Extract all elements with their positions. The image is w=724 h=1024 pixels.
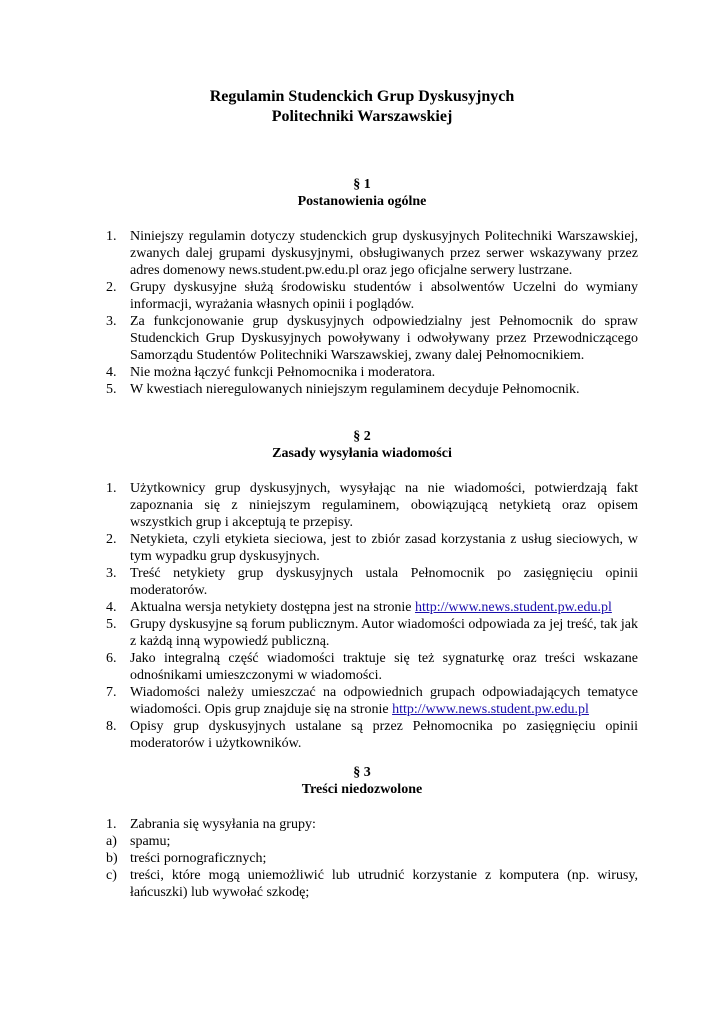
section-3-heading: Treści niedozwolone bbox=[301, 782, 423, 797]
list-item: 2. Netykieta, czyli etykieta sieciowa, jest to zbiór zasad korzystania z usług sieciowych, w tym wypadku grup dyskusyjnych. bbox=[106, 532, 638, 564]
list-item: 5. W kwestiach nieregulowanych niniejszym regulaminem decyduje Pełnomocnik. bbox=[106, 382, 580, 397]
section-3-list bbox=[106, 816, 638, 901]
list-item: 4. Nie można łączyć funkcji Pełnomocnika i moderatora. bbox=[106, 365, 436, 380]
section-1-list bbox=[106, 228, 638, 398]
list-item: 8. Opisy grup dyskusyjnych ustalane są przez Pełnomocnika po zasięgnięciu opinii moderatorów i użytkowników. bbox=[106, 719, 638, 751]
netiquette-link[interactable]: http://www.news.student.pw.edu.pl bbox=[414, 600, 612, 615]
section-1-symbol: § 1 bbox=[353, 177, 371, 192]
list-item: 3. Treść netykiety grup dyskusyjnych ustala Pełnomocnik po zasięgnięciu opinii moderatorów. bbox=[106, 566, 638, 598]
section-2-list bbox=[106, 480, 638, 752]
list-item: 5. Grupy dyskusyjne są forum publicznym. Autor wiadomości odpowiada za jej treść, tak jak z każdą inną wypowiedź publiczną. bbox=[106, 617, 638, 649]
sub-list-item: c) treści, które mogą uniemożliwić lub utrudnić korzystanie z komputera (np. wirusy, łańcuszki) lub wywołać szkodę; bbox=[106, 868, 638, 900]
list-item: 1. Użytkownicy grup dyskusyjnych, wysyłając na nie wiadomości, potwierdzają fakt zapoznania się z niniejszym regulaminem, obowiązującą netykietą oraz opisem wszystkich grup i akceptują te przepisy. bbox=[106, 481, 638, 530]
groups-description-link[interactable]: http://www.news.student.pw.edu.pl bbox=[392, 702, 589, 717]
document-title-line2: Politechniki Warszawskiej bbox=[271, 108, 453, 125]
list-item: 1. Zabrania się wysyłania na grupy: bbox=[106, 817, 316, 832]
section-1-heading: Postanowienia ogólne bbox=[297, 194, 427, 209]
list-item: 1. Niniejszy regulamin dotyczy studenckich grup dyskusyjnych Politechniki Warszawskiej, zwanych dalej grupami dyskusyjnymi, obsługiwanych przez serwer wskazywany przez adres domenowy news.student.pw.edu.pl oraz jego oficjalne serwery lustrzane. bbox=[106, 229, 638, 278]
list-item: 3. Za funkcjonowanie grup dyskusyjnych odpowiedzialny jest Pełnomocnik do spraw Studenckich Grup Dyskusyjnych powoływany i odwoływany przez Przewodniczącego Samorządu Studentów Politechniki Warszawskiej, zwany dalej Pełnomocnikiem. bbox=[106, 314, 638, 363]
list-item: 7. Wiadomości należy umieszczać na odpowiednich grupach odpowiadających tematyce wiadomości. Opis grup znajduje się na stronie http://www.news.student.pw.edu.pl bbox=[106, 685, 638, 717]
list-item: 2. Grupy dyskusyjne służą środowisku studentów i absolwentów Uczelni do wymiany informacji, wyrażania własnych opinii i poglądów. bbox=[106, 280, 638, 312]
document-title-line1: Regulamin Studenckich Grup Dyskusyjnych bbox=[209, 88, 515, 105]
sub-list-item: a) spamu; bbox=[106, 834, 171, 849]
sub-list-item: b) treści pornograficznych; bbox=[106, 851, 267, 866]
section-3-symbol: § 3 bbox=[353, 765, 371, 780]
list-item: 4. Aktualna wersja netykiety dostępna jest na stronie http://www.news.student.pw.edu.pl bbox=[106, 600, 612, 615]
list-item: 6. Jako integralną część wiadomości traktuje się też sygnaturkę oraz treści wskazane odnośnikami umieszczonymi w wiadomości. bbox=[106, 651, 638, 683]
section-2-symbol: § 2 bbox=[353, 429, 371, 444]
section-2-heading: Zasady wysyłania wiadomości bbox=[272, 446, 452, 461]
